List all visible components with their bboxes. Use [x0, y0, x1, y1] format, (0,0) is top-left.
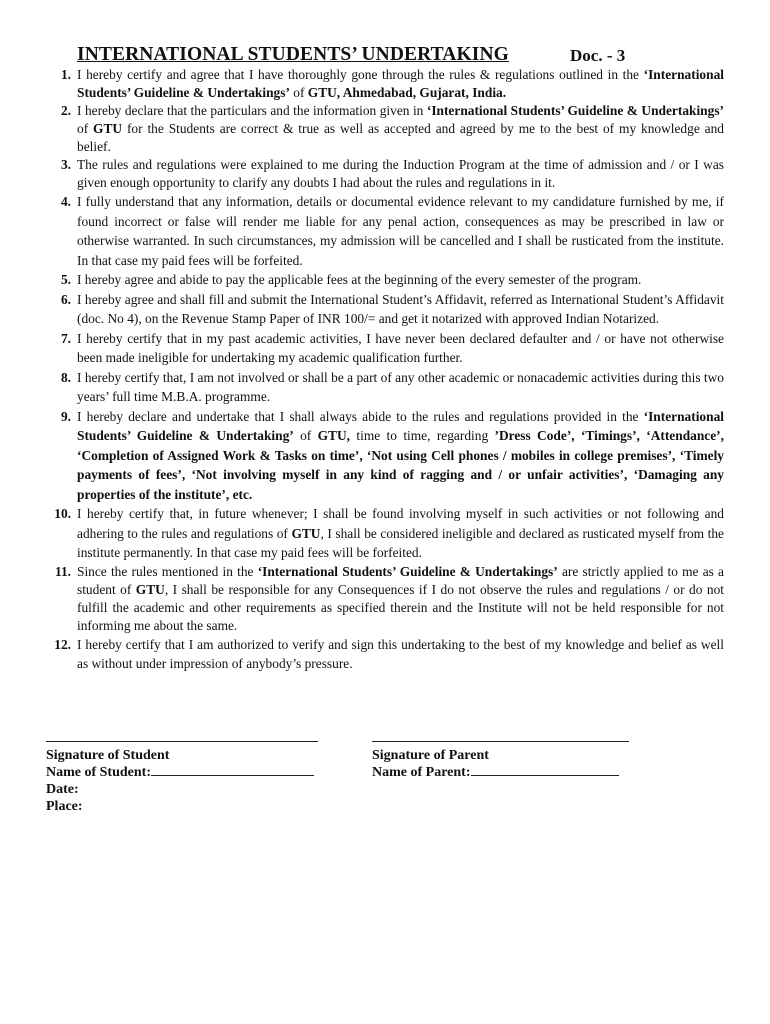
item-text: I hereby certify that in my past academic activities, I have never been declared defaulter and / or have not otherwise been made ineligible for undertaking my academic qualification further. [77, 330, 724, 365]
item-number: 3. [60, 157, 71, 172]
item-text: I hereby declare and undertake that I shall always abide to the rules and regulations provided in the [77, 408, 644, 424]
item-text: for the Students are correct & true as well as accepted and agreed by me to the best of my knowledge and belief. [77, 121, 724, 154]
item-text: I hereby certify and agree that I have thoroughly gone through the rules & regulations outlined in the [77, 67, 644, 82]
page-title: INTERNATIONAL STUDENTS’ UNDERTAKING [77, 44, 509, 65]
place-label: Place: [46, 799, 83, 814]
parent-signature-line [372, 741, 629, 742]
item-text: The rules and regulations were explained to me during the Induction Program at the time of admission and / or I was given enough opportunity to clarify any doubts I had about the rules and regulations in it. [77, 157, 724, 190]
item-number: 2. [60, 103, 71, 118]
item-number: 1. [60, 67, 71, 82]
item-bold-text: GTU, Ahmedabad, Gujarat, India. [307, 85, 507, 100]
list-item [0, 270, 770, 290]
item-text: I hereby agree and abide to pay the applicable fees at the beginning of the every semester of the program. [77, 272, 642, 287]
item-text: of [289, 85, 308, 100]
student-name-row [46, 764, 314, 781]
item-bold-text: GTU [93, 121, 123, 136]
parent-name-row [372, 764, 619, 781]
list-item [0, 156, 770, 192]
list-item [0, 66, 770, 102]
parent-name-blank[interactable] [471, 764, 619, 776]
item-bold-text: ‘International Students’ Guideline & Undertakings’ [77, 67, 724, 100]
parent-signature-label: Signature of Parent [372, 748, 489, 763]
list-item [0, 290, 770, 329]
item-bold-text: GTU [135, 581, 165, 597]
student-name-blank[interactable] [151, 764, 314, 776]
list-item [0, 635, 770, 674]
item-text: are strictly applied to me as a student of [77, 563, 724, 597]
list-item [0, 192, 770, 270]
list-item [0, 563, 770, 635]
item-bold-text: ‘International Students’ Guideline & Undertakings’ [426, 103, 724, 118]
item-text: , I shall be considered ineligible and declared as rusticated myself from the institute permanently. In that case my paid fees will be forfeited. [77, 525, 725, 560]
item-number: 12. [54, 636, 71, 652]
item-text: Since the rules mentioned in the [77, 563, 258, 579]
undertaking-list [0, 66, 770, 674]
item-bold-text: ’Dress Code’, ‘Timings’, ‘Attendance’, ‘Completion of Assigned Work & Tasks on time’, ‘Not using Cell phones / mobiles in college premises’, ‘Timely payments of fees’, ‘Not involving myself in any kind of ragging and / or unfair activities’, ‘Damaging any properties of the institute’, etc. [77, 428, 724, 502]
item-number: 8. [60, 369, 71, 385]
item-bold-text: ‘International Students’ Guideline & Undertakings’ [257, 563, 558, 579]
item-text: I hereby certify that I am authorized to verify and sign this undertaking to the best of my knowledge and belief as well as without under impression of anybody’s pressure. [77, 636, 724, 671]
item-bold-text: GTU, [317, 428, 351, 443]
list-item [0, 504, 770, 563]
item-bold-text: GTU [291, 525, 321, 541]
doc-number: Doc. - 3 [570, 46, 626, 65]
list-item [0, 407, 770, 505]
item-text: I fully understand that any information, details or documental evidence relevant to my candidature furnished by me, if found incorrect or false will render me liable for any penal action, consequences as may be prescribed in law or otherwise warranted. In such circumstances, my admission will be cancelled and I shall be rusticated from the institute. In that case my paid fees will be forfeited. [77, 194, 724, 268]
item-text: I hereby declare that the particulars and the information given in [77, 103, 427, 118]
student-name-label: Name of Student: [46, 765, 151, 780]
item-text: , I shall be responsible for any Consequences if I do not observe the rules and regulations / or do not fulfill the academic and other requirements as specified therein and the Institute will not be held responsible for not informing me about the same. [77, 581, 724, 633]
item-number: 9. [60, 408, 71, 424]
student-signature-line [46, 741, 318, 742]
item-text: of [293, 428, 318, 443]
list-item [0, 368, 770, 407]
parent-name-label: Name of Parent: [372, 765, 471, 780]
item-number: 7. [60, 330, 71, 346]
item-text: I hereby agree and shall fill and submit the International Student’s Affidavit, referred as International Student’s Affidavit (doc. No 4), on the Revenue Stamp Paper of INR 100/= and get it notarized with approved Indian Notarized. [77, 291, 724, 326]
item-number: 5. [60, 272, 71, 287]
item-number: 10. [54, 506, 71, 521]
list-item [0, 102, 770, 156]
item-number: 6. [60, 291, 71, 307]
item-text: I hereby certify that, in future whenever; I shall be found involving myself in such activities or not following and adhering to the rules and regulations of [77, 506, 724, 541]
item-number: 11. [55, 563, 71, 579]
item-text: of [77, 121, 94, 136]
date-label: Date: [46, 782, 79, 797]
item-text: I hereby certify that, I am not involved or shall be a part of any other academic or nonacademic activities during this two years’ full time M.B.A. programme. [77, 369, 724, 404]
item-number: 4. [60, 194, 71, 209]
list-item [0, 329, 770, 368]
item-bold-text: ‘International Students’ Guideline & Undertaking’ [77, 408, 724, 443]
student-signature-label: Signature of Student [46, 748, 170, 763]
item-text: time to time, regarding [350, 428, 495, 443]
